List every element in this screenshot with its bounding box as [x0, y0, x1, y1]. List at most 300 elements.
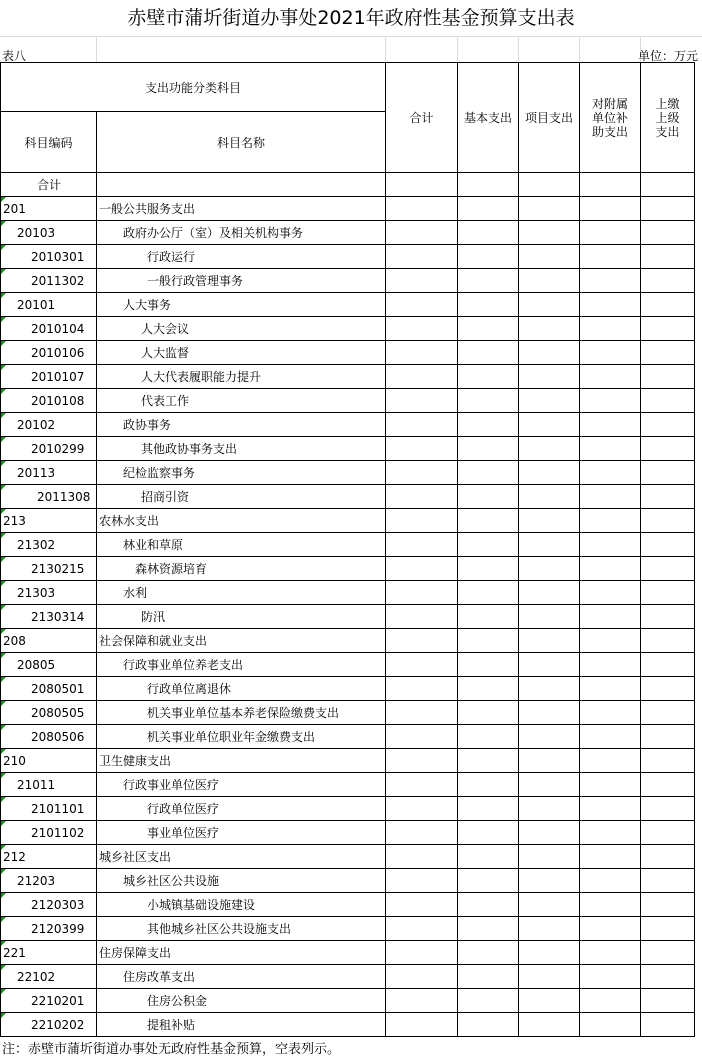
amount-cell[interactable]: [580, 701, 641, 725]
amount-cell[interactable]: [386, 965, 458, 989]
amount-cell[interactable]: [641, 437, 695, 461]
subject-name[interactable]: 人大事务: [97, 293, 386, 317]
text-number-indicator-icon: [1, 437, 6, 442]
amount-cell[interactable]: [458, 701, 519, 725]
amount-cell[interactable]: [519, 245, 580, 269]
amount-cell[interactable]: [458, 365, 519, 389]
amount-cell[interactable]: [458, 1013, 519, 1037]
amount-cell[interactable]: [580, 317, 641, 341]
amount-cell[interactable]: [519, 437, 580, 461]
subject-name[interactable]: 行政事业单位医疗: [97, 773, 386, 797]
amount-cell[interactable]: [519, 293, 580, 317]
subject-code[interactable]: [1, 293, 97, 317]
amount-cell[interactable]: [386, 485, 458, 509]
amount-cell[interactable]: [458, 821, 519, 845]
amount-cell[interactable]: [580, 293, 641, 317]
amount-cell[interactable]: [580, 509, 641, 533]
subject-code[interactable]: [1, 197, 97, 221]
amount-cell[interactable]: [580, 989, 641, 1013]
amount-cell[interactable]: [641, 821, 695, 845]
amount-cell[interactable]: [458, 437, 519, 461]
amount-cell[interactable]: [519, 893, 580, 917]
amount-cell[interactable]: [641, 965, 695, 989]
amount-cell[interactable]: [641, 581, 695, 605]
amount-cell[interactable]: [580, 269, 641, 293]
subject-code-text: 2080506: [31, 729, 85, 744]
subject-code[interactable]: [1, 893, 97, 917]
subject-code[interactable]: [1, 653, 97, 677]
footnote: 注：赤壁市蒲圻街道办事处无政府性基金预算，空表列示。: [2, 1042, 341, 1057]
subject-code-text: 2101101: [31, 801, 85, 816]
subject-name[interactable]: 纪检监察事务: [97, 461, 386, 485]
subject-code-text: 21203: [17, 873, 56, 888]
amount-cell[interactable]: [580, 797, 641, 821]
amount-cell[interactable]: [519, 533, 580, 557]
subject-name[interactable]: 行政运行: [97, 245, 386, 269]
subject-code-text: 20103: [17, 225, 56, 240]
amount-cell[interactable]: [580, 965, 641, 989]
amount-cell[interactable]: [641, 653, 695, 677]
table-row: [1, 893, 695, 917]
amount-cell[interactable]: [458, 269, 519, 293]
amount-cell[interactable]: [458, 797, 519, 821]
subject-name[interactable]: 小城镇基础设施建设: [97, 893, 386, 917]
table-row: [1, 245, 695, 269]
text-number-indicator-icon: [1, 461, 6, 466]
amount-cell[interactable]: [641, 1013, 695, 1037]
amount-cell[interactable]: [641, 701, 695, 725]
subject-code[interactable]: [1, 845, 97, 869]
amount-cell[interactable]: [386, 269, 458, 293]
amount-cell[interactable]: [458, 461, 519, 485]
subject-name[interactable]: 城乡社区支出: [97, 845, 386, 869]
amount-cell[interactable]: [386, 845, 458, 869]
amount-cell[interactable]: [641, 725, 695, 749]
amount-cell[interactable]: [580, 845, 641, 869]
amount-cell[interactable]: [458, 749, 519, 773]
amount-cell[interactable]: [386, 725, 458, 749]
amount-cell[interactable]: [386, 605, 458, 629]
amount-cell[interactable]: [641, 989, 695, 1013]
amount-cell[interactable]: [458, 557, 519, 581]
subject-code[interactable]: [1, 773, 97, 797]
amount-cell[interactable]: [519, 677, 580, 701]
subject-code[interactable]: [1, 533, 97, 557]
subject-code-text: 21303: [17, 585, 56, 600]
amount-cell[interactable]: [458, 677, 519, 701]
subject-code[interactable]: [1, 941, 97, 965]
amount-cell[interactable]: [641, 941, 695, 965]
amount-cell[interactable]: [458, 869, 519, 893]
amount-cell[interactable]: [386, 701, 458, 725]
amount-cell[interactable]: [519, 1013, 580, 1037]
amount-cell[interactable]: [386, 869, 458, 893]
amount-cell[interactable]: [458, 773, 519, 797]
text-number-indicator-icon: [1, 533, 6, 538]
amount-cell[interactable]: [458, 221, 519, 245]
subject-name[interactable]: 行政单位离退休: [97, 677, 386, 701]
subject-code[interactable]: [1, 629, 97, 653]
amount-cell[interactable]: [386, 653, 458, 677]
amount-cell[interactable]: [641, 749, 695, 773]
subject-code[interactable]: [1, 437, 97, 461]
total-row-label[interactable]: 合计: [1, 173, 97, 197]
subject-code[interactable]: [1, 317, 97, 341]
subject-name[interactable]: 代表工作: [97, 389, 386, 413]
amount-cell[interactable]: [458, 581, 519, 605]
subject-code[interactable]: [1, 917, 97, 941]
amount-cell[interactable]: [386, 533, 458, 557]
amount-cell[interactable]: [641, 461, 695, 485]
amount-cell[interactable]: [458, 509, 519, 533]
amount-cell[interactable]: [519, 365, 580, 389]
subject-code-text: 2120399: [31, 921, 85, 936]
amount-cell[interactable]: [458, 725, 519, 749]
amount-cell[interactable]: [641, 245, 695, 269]
amount-cell[interactable]: [519, 845, 580, 869]
amount-cell[interactable]: [519, 605, 580, 629]
subject-code[interactable]: [1, 821, 97, 845]
amount-cell[interactable]: [519, 965, 580, 989]
subject-name[interactable]: 一般行政管理事务: [97, 269, 386, 293]
text-number-indicator-icon: [1, 821, 6, 826]
amount-cell[interactable]: [458, 629, 519, 653]
amount-cell[interactable]: [580, 533, 641, 557]
subject-code[interactable]: [1, 461, 97, 485]
amount-cell[interactable]: [580, 365, 641, 389]
amount-cell[interactable]: [580, 581, 641, 605]
amount-cell[interactable]: [386, 293, 458, 317]
amount-cell[interactable]: [519, 461, 580, 485]
amount-cell[interactable]: [458, 941, 519, 965]
subject-code-text: 2011302: [31, 273, 85, 288]
amount-cell[interactable]: [519, 389, 580, 413]
amount-cell[interactable]: [580, 821, 641, 845]
amount-cell[interactable]: [519, 653, 580, 677]
subject-code-text: 2210202: [31, 1017, 85, 1032]
text-number-indicator-icon: [1, 197, 6, 202]
amount-cell[interactable]: [519, 797, 580, 821]
subject-code[interactable]: [1, 341, 97, 365]
amount-cell[interactable]: [519, 725, 580, 749]
subject-code[interactable]: [1, 509, 97, 533]
text-number-indicator-icon: [1, 485, 6, 490]
subject-code[interactable]: [1, 989, 97, 1013]
subject-code[interactable]: [1, 557, 97, 581]
table-row: [1, 581, 695, 605]
table-row: [1, 341, 695, 365]
subject-name[interactable]: 机关事业单位基本养老保险缴费支出: [97, 701, 386, 725]
text-number-indicator-icon: [1, 893, 6, 898]
page-title: 赤壁市蒲圻街道办事处2021年政府性基金预算支出表: [127, 7, 575, 29]
table-row: [1, 605, 695, 629]
amount-cell[interactable]: [519, 869, 580, 893]
text-number-indicator-icon: [1, 269, 6, 274]
table-row: [1, 437, 695, 461]
table-row: [1, 461, 695, 485]
subject-code[interactable]: [1, 677, 97, 701]
amount-cell[interactable]: [580, 389, 641, 413]
amount-cell[interactable]: [386, 629, 458, 653]
amount-cell[interactable]: [641, 389, 695, 413]
text-number-indicator-icon: [1, 941, 6, 946]
subject-code[interactable]: [1, 221, 97, 245]
amount-cell[interactable]: [580, 893, 641, 917]
amount-cell[interactable]: [519, 941, 580, 965]
amount-cell[interactable]: [641, 605, 695, 629]
amount-cell[interactable]: [641, 485, 695, 509]
table-row: [1, 293, 695, 317]
subject-code[interactable]: [1, 269, 97, 293]
amount-cell[interactable]: [386, 509, 458, 533]
subject-name[interactable]: 招商引资: [97, 485, 386, 509]
table-row: [1, 629, 695, 653]
subject-name[interactable]: 住房公积金: [97, 989, 386, 1013]
amount-cell[interactable]: [386, 773, 458, 797]
amount-cell[interactable]: [519, 821, 580, 845]
header-category: 支出功能分类科目: [1, 63, 386, 112]
amount-cell[interactable]: [580, 197, 641, 221]
amount-cell[interactable]: [580, 557, 641, 581]
amount-cell[interactable]: [641, 893, 695, 917]
subject-name[interactable]: 一般公共服务支出: [97, 197, 386, 221]
subject-code[interactable]: [1, 605, 97, 629]
amount-cell[interactable]: [641, 293, 695, 317]
amount-cell[interactable]: [580, 221, 641, 245]
subject-code[interactable]: [1, 245, 97, 269]
amount-cell[interactable]: [386, 917, 458, 941]
amount-cell[interactable]: [641, 557, 695, 581]
amount-cell[interactable]: [641, 797, 695, 821]
amount-cell[interactable]: [519, 269, 580, 293]
subject-name[interactable]: 政协事务: [97, 413, 386, 437]
subject-name[interactable]: 事业单位医疗: [97, 821, 386, 845]
amount-cell[interactable]: [386, 221, 458, 245]
subject-code[interactable]: [1, 725, 97, 749]
subject-code-text: 213: [3, 513, 26, 528]
amount-cell[interactable]: [641, 221, 695, 245]
amount-cell[interactable]: [580, 869, 641, 893]
amount-cell[interactable]: [641, 413, 695, 437]
amount-cell[interactable]: [519, 581, 580, 605]
subject-name[interactable]: 其他政协事务支出: [97, 437, 386, 461]
amount-cell[interactable]: [519, 773, 580, 797]
amount-cell[interactable]: [458, 317, 519, 341]
amount-cell[interactable]: [386, 941, 458, 965]
table-row: [1, 509, 695, 533]
subject-name[interactable]: 农林水支出: [97, 509, 386, 533]
subject-code-text: 2080505: [31, 705, 85, 720]
subject-code[interactable]: [1, 413, 97, 437]
text-number-indicator-icon: [1, 917, 6, 922]
amount-cell[interactable]: [386, 821, 458, 845]
amount-cell[interactable]: [386, 341, 458, 365]
amount-cell[interactable]: [386, 413, 458, 437]
table-row: [1, 989, 695, 1013]
subject-code-text: 2010104: [31, 321, 85, 336]
amount-cell[interactable]: [641, 269, 695, 293]
amount-cell[interactable]: [386, 989, 458, 1013]
amount-cell[interactable]: [641, 773, 695, 797]
amount-cell[interactable]: [641, 869, 695, 893]
amount-cell[interactable]: [386, 581, 458, 605]
subject-code-text: 21302: [17, 537, 56, 552]
subject-code[interactable]: [1, 365, 97, 389]
amount-cell[interactable]: [386, 197, 458, 221]
amount-cell[interactable]: [386, 365, 458, 389]
text-number-indicator-icon: [1, 221, 6, 226]
amount-cell[interactable]: [641, 917, 695, 941]
subject-code[interactable]: [1, 797, 97, 821]
amount-cell[interactable]: [519, 221, 580, 245]
amount-cell[interactable]: [580, 773, 641, 797]
amount-cell[interactable]: [519, 509, 580, 533]
table-row: [1, 677, 695, 701]
amount-cell[interactable]: [641, 509, 695, 533]
amount-cell[interactable]: [519, 749, 580, 773]
amount-cell[interactable]: [458, 389, 519, 413]
amount-cell[interactable]: [641, 677, 695, 701]
amount-cell[interactable]: [641, 629, 695, 653]
amount-cell[interactable]: [386, 557, 458, 581]
amount-cell[interactable]: [641, 317, 695, 341]
amount-cell[interactable]: [386, 749, 458, 773]
amount-cell[interactable]: [641, 365, 695, 389]
amount-cell[interactable]: [458, 989, 519, 1013]
subject-name[interactable]: 机关事业单位职业年金缴费支出: [97, 725, 386, 749]
amount-cell[interactable]: [458, 293, 519, 317]
amount-cell[interactable]: [580, 629, 641, 653]
subject-code[interactable]: [1, 485, 97, 509]
header-code: 科目编码: [1, 112, 97, 173]
subject-name[interactable]: 行政单位医疗: [97, 797, 386, 821]
text-number-indicator-icon: [1, 749, 6, 754]
amount-cell[interactable]: [458, 197, 519, 221]
amount-cell[interactable]: [641, 341, 695, 365]
amount-cell[interactable]: [519, 197, 580, 221]
subject-code-text: 208: [3, 633, 26, 648]
amount-cell[interactable]: [580, 653, 641, 677]
subject-name[interactable]: 社会保障和就业支出: [97, 629, 386, 653]
amount-cell[interactable]: [580, 461, 641, 485]
subject-code[interactable]: [1, 869, 97, 893]
text-number-indicator-icon: [1, 581, 6, 586]
text-number-indicator-icon: [1, 1013, 6, 1018]
amount-cell[interactable]: [458, 341, 519, 365]
amount-cell[interactable]: [580, 605, 641, 629]
amount-cell[interactable]: [519, 557, 580, 581]
amount-cell[interactable]: [458, 413, 519, 437]
amount-cell[interactable]: [519, 701, 580, 725]
amount-cell[interactable]: [386, 461, 458, 485]
amount-cell[interactable]: [458, 845, 519, 869]
table-row: [1, 725, 695, 749]
header-upper: 上缴上级支出: [641, 63, 695, 173]
subject-code-text: 22102: [17, 969, 56, 984]
amount-cell[interactable]: [458, 893, 519, 917]
amount-cell[interactable]: [386, 893, 458, 917]
table-row: [1, 941, 695, 965]
subject-code[interactable]: [1, 1013, 97, 1037]
amount-cell[interactable]: [519, 917, 580, 941]
amount-cell[interactable]: [386, 317, 458, 341]
text-number-indicator-icon: [1, 629, 6, 634]
subject-code[interactable]: [1, 581, 97, 605]
text-number-indicator-icon: [1, 773, 6, 778]
subject-name[interactable]: 其他城乡社区公共设施支出: [97, 917, 386, 941]
amount-cell[interactable]: [386, 245, 458, 269]
subject-name[interactable]: 人大会议: [97, 317, 386, 341]
subject-name[interactable]: 住房改革支出: [97, 965, 386, 989]
subject-name[interactable]: 林业和草原: [97, 533, 386, 557]
amount-cell[interactable]: [386, 389, 458, 413]
amount-cell[interactable]: [580, 437, 641, 461]
amount-cell[interactable]: [641, 533, 695, 557]
amount-cell[interactable]: [580, 341, 641, 365]
amount-cell[interactable]: [519, 317, 580, 341]
amount-cell[interactable]: [458, 653, 519, 677]
amount-cell[interactable]: [458, 605, 519, 629]
subject-code-text: 20113: [17, 465, 56, 480]
amount-cell[interactable]: [580, 485, 641, 509]
amount-cell[interactable]: [580, 917, 641, 941]
amount-cell[interactable]: [519, 341, 580, 365]
amount-cell[interactable]: [458, 533, 519, 557]
subject-code[interactable]: [1, 389, 97, 413]
amount-cell[interactable]: [458, 485, 519, 509]
amount-cell[interactable]: [386, 797, 458, 821]
amount-cell[interactable]: [580, 245, 641, 269]
subject-code[interactable]: [1, 701, 97, 725]
subject-name[interactable]: 行政事业单位养老支出: [97, 653, 386, 677]
amount-cell[interactable]: [386, 1013, 458, 1037]
text-number-indicator-icon: [1, 413, 6, 418]
amount-cell[interactable]: [580, 1013, 641, 1037]
subject-name[interactable]: 人大代表履职能力提升: [97, 365, 386, 389]
amount-cell[interactable]: [580, 749, 641, 773]
subject-name[interactable]: 卫生健康支出: [97, 749, 386, 773]
amount-cell[interactable]: [519, 629, 580, 653]
amount-cell[interactable]: [580, 677, 641, 701]
subject-name[interactable]: 提租补贴: [97, 1013, 386, 1037]
amount-cell[interactable]: [641, 197, 695, 221]
subject-name[interactable]: 住房保障支出: [97, 941, 386, 965]
subject-name[interactable]: 政府办公厅（室）及相关机构事务: [97, 221, 386, 245]
amount-cell[interactable]: [519, 413, 580, 437]
subject-code[interactable]: [1, 749, 97, 773]
header-project: 项目支出: [519, 63, 580, 173]
amount-cell[interactable]: [641, 845, 695, 869]
subject-name[interactable]: 城乡社区公共设施: [97, 869, 386, 893]
amount-cell[interactable]: [458, 917, 519, 941]
subject-name[interactable]: 人大监督: [97, 341, 386, 365]
amount-cell[interactable]: [580, 941, 641, 965]
amount-cell[interactable]: [458, 245, 519, 269]
amount-cell[interactable]: [580, 725, 641, 749]
amount-cell[interactable]: [386, 437, 458, 461]
amount-cell[interactable]: [519, 485, 580, 509]
subject-name[interactable]: 防汛: [97, 605, 386, 629]
amount-cell[interactable]: [458, 965, 519, 989]
subject-code-text: 2210201: [31, 993, 85, 1008]
subject-code[interactable]: [1, 965, 97, 989]
subject-name[interactable]: 水利: [97, 581, 386, 605]
amount-cell[interactable]: [580, 413, 641, 437]
amount-cell[interactable]: [519, 989, 580, 1013]
amount-cell[interactable]: [386, 677, 458, 701]
subject-name[interactable]: 森林资源培育: [97, 557, 386, 581]
subject-code-text: 2010107: [31, 369, 85, 384]
